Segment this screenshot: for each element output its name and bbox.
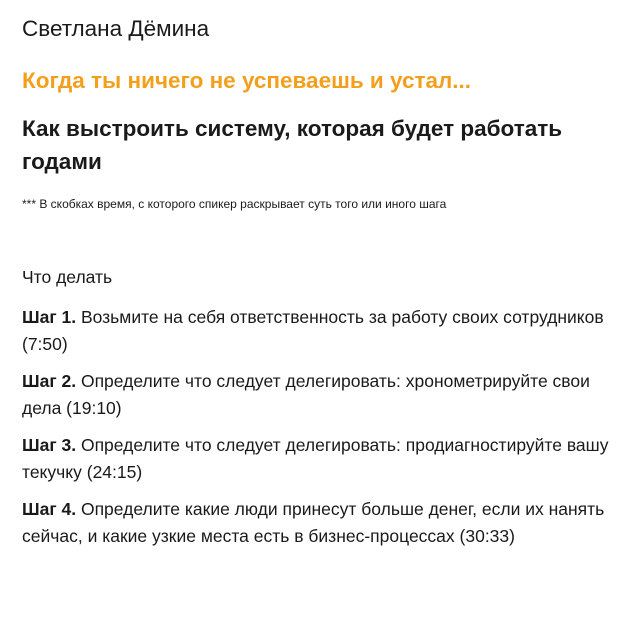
step-2 [22, 368, 612, 422]
step-label: Шаг 2. [22, 371, 77, 391]
step-3 [22, 432, 612, 486]
page-title: Как выстроить систему, которая будет работать годами [22, 116, 563, 174]
step-label: Шаг 1. [22, 307, 77, 327]
step-text: Возьмите на себя ответственность за работу своих сотрудников (7:50) [22, 307, 604, 354]
author-name: Светлана Дёмина [22, 16, 210, 41]
step-text: Определите что следует делегировать: хронометрируйте свои дела (19:10) [22, 371, 590, 418]
tagline: Когда ты ничего не успеваешь и устал... [22, 68, 472, 93]
step-1 [22, 304, 612, 358]
step-label: Шаг 3. [22, 435, 77, 455]
step-label: Шаг 4. [22, 499, 77, 519]
timestamp-note: *** В скобках время, с которого спикер раскрывает суть того или иного шага [22, 197, 447, 211]
section-heading: Что делать [22, 267, 113, 287]
document-page [22, 14, 612, 550]
step-text: Определите какие люди принесут больше денег, если их нанять сейчас, и какие узкие места есть в бизнес-процессах (30:33) [22, 499, 605, 546]
step-4 [22, 496, 612, 550]
step-text: Определите что следует делегировать: продиагностируйте вашу текучку (24:15) [22, 435, 609, 482]
